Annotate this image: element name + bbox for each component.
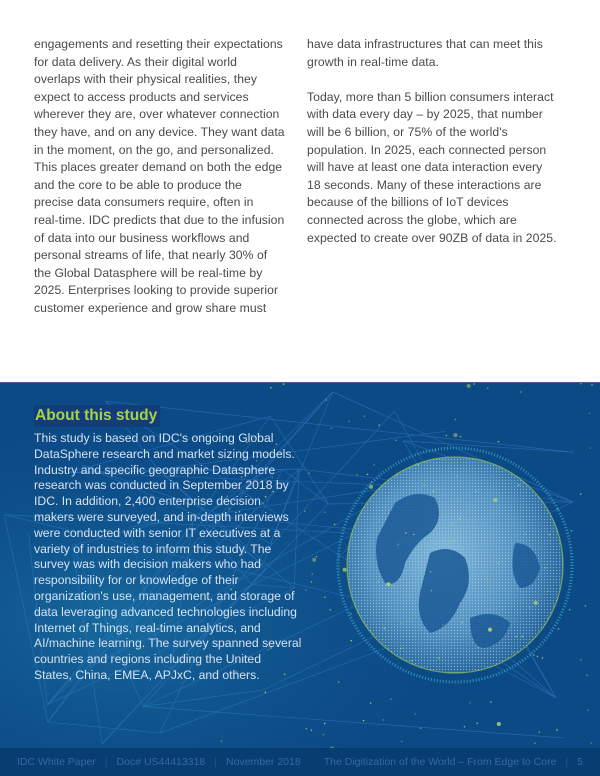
sparkle <box>558 628 560 630</box>
sparkle <box>460 527 462 529</box>
body-text-section <box>0 0 600 382</box>
sparkle <box>395 440 397 442</box>
about-study-band <box>0 382 600 749</box>
sparkle <box>398 578 400 580</box>
text-line: customer experience and grow share must <box>34 300 267 315</box>
text-line: for data delivery. As their digital world <box>34 54 238 69</box>
sparkle <box>580 493 582 495</box>
text-line: survey was with decision makers who had <box>34 557 261 572</box>
footer-right <box>324 748 583 776</box>
sparkle <box>398 544 400 546</box>
text-line: have data infrastructures that can meet this <box>307 37 543 51</box>
sparkle <box>373 464 375 466</box>
text-line: responsibility for or knowledge of their <box>34 573 239 588</box>
sparkle <box>378 424 380 426</box>
text-line: countries and regions including the United <box>34 652 261 667</box>
sparkle <box>311 729 313 731</box>
sparkle <box>542 657 544 659</box>
sparkle <box>476 722 478 724</box>
text-line: population. In 2025, each connected person <box>307 142 547 157</box>
sparkle <box>516 636 518 638</box>
sparkle <box>460 436 462 438</box>
sparkle <box>378 580 380 582</box>
sparkle <box>370 481 372 483</box>
text-line: growth in real-time data. <box>307 54 439 69</box>
about-study-panel <box>34 405 304 684</box>
sparkle <box>329 609 331 611</box>
sparkle <box>324 511 326 513</box>
text-line: data leveraging advanced technologies including <box>34 604 297 619</box>
text-line: Industry and specific geographic Datasphere <box>34 462 276 477</box>
sparkle <box>497 722 501 726</box>
text-line: IDC. In addition, 2,400 enterprise decision <box>34 494 261 509</box>
sparkle <box>580 659 582 661</box>
text-line: AI/machine learning. The survey spanned several <box>34 636 302 651</box>
sparkle <box>549 534 551 536</box>
sparkle <box>529 607 531 609</box>
sparkle <box>413 534 415 536</box>
text-line: research was conducted in September 2018 by <box>34 478 289 493</box>
sparkle <box>400 648 402 650</box>
sparkle <box>331 427 333 429</box>
sparkle <box>304 510 306 512</box>
sparkle <box>382 639 384 641</box>
sparkle <box>423 484 425 486</box>
sparkle <box>456 475 458 477</box>
sparkle <box>534 601 538 605</box>
sparkle <box>557 508 559 510</box>
sparkle <box>401 741 403 743</box>
sparkle <box>420 727 422 729</box>
text-line: This places greater demand on both the edge <box>34 160 283 175</box>
text-line: and the core to be able to produce the <box>34 177 242 192</box>
sparkle <box>488 628 492 632</box>
sparkle <box>311 581 313 583</box>
text-line: will have at least one data interaction every <box>307 160 543 175</box>
sparkle <box>533 654 535 656</box>
sparkle <box>547 591 549 593</box>
text-line: This study is based on IDC's ongoing Global <box>34 431 274 445</box>
text-line: engagements and resetting their expectations <box>34 37 283 51</box>
sparkle <box>283 383 285 385</box>
sparkle <box>587 709 589 711</box>
sparkle <box>386 582 390 586</box>
text-line: 18 seconds. Many of these interactions are <box>307 177 542 192</box>
sparkle <box>433 490 435 492</box>
sparkle <box>513 652 515 654</box>
paragraph <box>307 36 569 71</box>
text-line: organization's use, management, and storage of <box>34 588 295 603</box>
text-line: States, China, EMEA, APJxC, and others. <box>34 667 260 682</box>
sparkle <box>591 384 593 386</box>
text-line: makers were surveyed, and in-depth interviews <box>34 509 289 524</box>
text-line: because of the billions of IoT devices <box>307 195 509 210</box>
sparkle <box>364 415 366 417</box>
sparkle <box>417 464 419 466</box>
sparkle <box>324 596 326 598</box>
sparkle <box>343 568 347 572</box>
sparkle <box>556 729 558 731</box>
sparkle <box>270 387 272 389</box>
sparkle <box>590 447 592 449</box>
sparkle <box>478 647 480 649</box>
text-line: expect to access products and services <box>34 89 249 104</box>
sparkle <box>487 388 489 390</box>
sparkle <box>571 530 573 532</box>
text-line: DataSphere research and market sizing models. <box>34 446 295 461</box>
sparkle <box>411 660 413 662</box>
sparkle <box>324 723 326 725</box>
footer-left <box>17 748 301 776</box>
sparkle <box>455 419 457 421</box>
sparkle <box>569 609 571 611</box>
text-line: of data into our business workflows and <box>34 230 250 245</box>
text-line: personal streams of life, that nearly 30% of <box>34 248 268 263</box>
sparkle <box>325 399 327 401</box>
sparkle <box>430 571 432 573</box>
sparkle <box>522 636 524 638</box>
sparkle <box>393 585 395 587</box>
sparkle <box>590 742 592 744</box>
sparkle <box>363 720 365 722</box>
text-line: Internet of Things, real-time analytics, and <box>34 620 261 635</box>
sparkle <box>464 726 466 728</box>
sparkle <box>396 474 398 476</box>
sparkle <box>400 622 402 624</box>
sparkle <box>537 656 539 658</box>
sparkle <box>520 391 522 393</box>
text-line: variety of industries to inform this study. The <box>34 541 272 556</box>
page-number: 5 <box>577 756 583 768</box>
sparkle <box>524 533 526 535</box>
sparkle <box>539 731 541 733</box>
sparkle <box>348 421 350 423</box>
sparkle <box>469 702 471 704</box>
sparkle <box>221 740 223 742</box>
sparkle <box>431 590 433 592</box>
sparkle <box>498 441 500 443</box>
sparkle <box>265 692 267 694</box>
sparkle <box>467 384 471 388</box>
text-line: the Global Datasphere will be real-time by <box>34 265 263 280</box>
sparkle <box>487 578 489 580</box>
text-line: precise data consumers require, often in <box>34 195 254 210</box>
sparkle <box>442 624 444 626</box>
sparkle <box>312 558 316 562</box>
sparkle <box>323 734 325 736</box>
study-title: About this study <box>34 405 160 427</box>
sparkle <box>384 628 386 630</box>
text-line: Today, more than 5 billion consumers interact <box>307 89 554 104</box>
text-line: real-time. IDC predicts that due to the infusion <box>34 212 285 227</box>
sparkle <box>461 622 463 624</box>
text-line: in the moment, on the go, and personalized. <box>34 142 274 157</box>
sparkle <box>459 518 461 520</box>
left-column <box>34 36 296 335</box>
sparkle <box>334 524 336 526</box>
text-line: 2025. Enterprises looking to provide superior <box>34 283 279 298</box>
text-line: connected across the globe, which are <box>307 212 517 227</box>
text-line: with data every day – by 2025, that number <box>307 107 543 122</box>
sparkle <box>473 383 475 385</box>
sparkle <box>453 540 455 542</box>
paragraph <box>34 36 296 318</box>
sparkle <box>350 640 352 642</box>
sparkle <box>475 490 477 492</box>
text-line: will be 6 billion, or 75% of the world's <box>307 124 508 139</box>
doc-number: Doc# US44413318 <box>116 756 206 768</box>
publication-date: November 2018 <box>225 756 301 768</box>
sparkle <box>451 523 453 525</box>
sparkle <box>589 413 591 415</box>
sparkle <box>586 675 588 677</box>
right-column <box>307 36 569 265</box>
text-line: were conducted with senior IT executives at a <box>34 525 281 540</box>
sparkle <box>405 532 407 534</box>
sparkle <box>498 562 500 564</box>
sparkle <box>438 657 440 659</box>
sparkle <box>370 702 372 704</box>
page-footer <box>0 748 600 776</box>
study-body <box>34 431 304 684</box>
sparkle <box>453 433 457 437</box>
text-line: they have, and on any device. They want data <box>34 124 285 139</box>
separator: | <box>214 756 217 768</box>
document-title: The Digitization of the World – From Edge to Core <box>323 756 557 768</box>
sparkle <box>414 713 416 715</box>
sparkle <box>350 613 352 615</box>
sparkle <box>390 698 392 700</box>
sparkle <box>369 485 373 489</box>
text-line: expected to create over 90ZB of data in 2025. <box>307 230 557 245</box>
sparkle <box>316 556 318 558</box>
sparkle <box>306 728 308 730</box>
sparkle <box>367 474 369 476</box>
publication-label: IDC White Paper <box>17 756 96 768</box>
sparkle <box>534 743 536 745</box>
text-line: wherever they are, over whatever connection <box>34 107 280 122</box>
sparkle <box>493 498 497 502</box>
sparkle <box>356 474 358 476</box>
sparkle <box>382 719 384 721</box>
sparkle <box>446 435 448 437</box>
separator: | <box>565 756 569 768</box>
sparkle <box>434 449 436 451</box>
sparkle <box>545 567 547 569</box>
separator: | <box>104 756 108 768</box>
sparkle <box>338 681 340 683</box>
sparkle <box>311 573 313 575</box>
sparkle <box>308 472 310 474</box>
sparkle <box>490 701 492 703</box>
sparkle <box>518 484 520 486</box>
sparkle <box>305 589 307 591</box>
paragraph <box>307 89 569 247</box>
sparkle <box>585 605 587 607</box>
text-line: overlaps with their physical realities, they <box>34 72 258 87</box>
